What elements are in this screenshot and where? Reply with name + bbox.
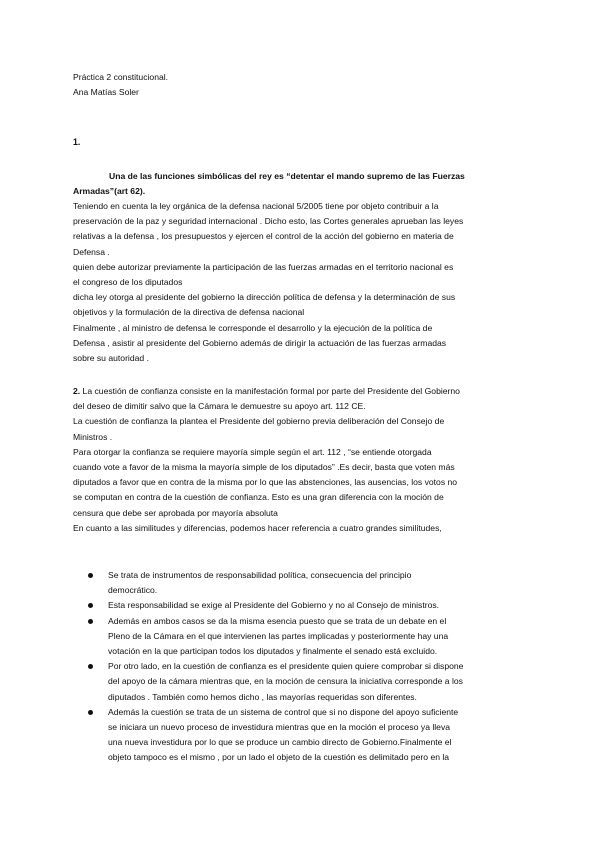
paragraph-line: del deseo de dimitir salvo que la Cámara le demuestre su apoyo art. 112 CE. xyxy=(73,401,366,412)
section-2-body xyxy=(73,384,523,536)
list-item xyxy=(79,598,529,613)
list-item-line: Pleno de la Cámara en el que intervienen las partes implicadas y posteriormente hay una xyxy=(108,630,449,641)
paragraph-line: En cuanto a las similitudes y diferencias, podemos hacer referencia a cuatro grandes similitudes, xyxy=(73,522,442,533)
list-item xyxy=(79,568,529,598)
paragraph-line: La cuestión de confianza consiste en la manifestación formal por parte del Presidente del Gobierno xyxy=(80,386,460,396)
list-item-line: votación en la que participan todos los diputados y finalmente el senado está excluido. xyxy=(108,645,438,656)
list-item-line: una nueva investidura por lo que se produce un cambio directo de Gobierno.Finalmente el xyxy=(108,737,452,748)
list-item xyxy=(79,659,529,705)
paragraph-line: Defensa . xyxy=(73,246,110,257)
paragraph-line: Finalmente , al ministro de defensa le corresponde el desarrollo y la ejecución de la política de xyxy=(73,322,433,333)
paragraph-line: relativas a la defensa , los presupuestos y ejercen el control de la acción del gobierno en materia de xyxy=(73,231,454,242)
list-item xyxy=(79,614,529,660)
paragraph-line: censura que debe ser aprobada por mayoría absoluta xyxy=(73,507,278,518)
bullet-icon xyxy=(88,603,93,608)
document-author: Ana Matías Soler xyxy=(73,87,139,98)
paragraph-line: Defensa , asistir al presidente del Gobierno además de dirigir la actuación de las fuerzas armadas xyxy=(73,337,447,348)
section-1-number: 1. xyxy=(73,137,81,147)
bullet-icon xyxy=(88,573,93,578)
paragraph-line: La cuestión de confianza la plantea el Presidente del gobierno previa deliberación del Consejo de xyxy=(73,416,445,427)
bullet-icon xyxy=(88,710,93,715)
similarities-bullet-list xyxy=(79,568,529,765)
bullet-icon xyxy=(88,664,93,669)
paragraph-line: Para otorgar la confianza se requiere mayoría simple según el art. 112 , “se entiende otorgada xyxy=(73,446,432,457)
paragraph-line: objetivos y la formulación de la directiva de defensa nacional xyxy=(73,307,305,318)
paragraph-line: se computan en contra de la cuestión de confianza. Esto es una gran diferencia con la moción de xyxy=(73,492,444,503)
list-item-line: democrático. xyxy=(108,585,158,596)
section-1-intro-line-1: Una de las funciones simbólicas del rey es “detentar el mando supremo de las Fuerzas xyxy=(109,171,465,181)
paragraph-line: preservación de la paz y seguridad internacional . Dicho esto, las Cortes generales aprueban las leyes xyxy=(73,216,464,227)
list-item-line: Además en ambos casos se da la misma esencia puesto que se trata de un debate en el xyxy=(108,615,447,626)
paragraph-line: dicha ley otorga al presidente del gobierno la dirección política de defensa y la determinación de sus xyxy=(73,292,456,303)
paragraph-line: cuando vote a favor de la misma la mayoría simple de los diputados” .Es decir, basta que voten más xyxy=(73,461,455,472)
section-1-body xyxy=(73,199,523,366)
paragraph-line: sobre su autoridad . xyxy=(73,352,149,363)
list-item-line: Esta responsabilidad se exige al Presidente del Gobierno y no al Consejo de ministros. xyxy=(108,600,440,611)
list-item-line: diputados . También como hemos dicho , las mayorías requeridas son diferentes. xyxy=(108,691,417,702)
section-1-intro-line-2: Armadas”(art 62). xyxy=(73,186,146,196)
paragraph-line: el congreso de los diputados xyxy=(73,276,183,287)
list-item-line: Por otro lado, en la cuestión de confianza es el presidente quien quiere comprobar si dispone xyxy=(108,661,464,672)
paragraph-line: Teniendo en cuenta la ley orgánica de la defensa nacional 5/2005 tiene por objeto contribuir a la xyxy=(73,201,439,211)
bullet-icon xyxy=(88,619,93,624)
list-item xyxy=(79,705,529,766)
paragraph-line: Ministros . xyxy=(73,431,113,442)
list-item-line: del apoyo de la cámara mientras que, en la moción de censura la iniciativa corresponde a los xyxy=(108,676,463,687)
list-item-line: Se trata de instrumentos de responsabilidad política, consecuencia del principio xyxy=(108,570,412,580)
document-title: Práctica 2 constitucional. xyxy=(73,72,169,82)
paragraph-line: quien debe autorizar previamente la participación de las fuerzas armadas en el territorio nacional es xyxy=(73,261,454,272)
list-item-line: se iniciara un nuevo proceso de investidura mientras que en la moción el proceso ya lleva xyxy=(108,721,451,732)
list-item-line: objeto tampoco es el mismo , por un lado el objeto de la cuestión es delimitado pero en la xyxy=(108,752,450,763)
paragraph-line: diputados a favor que en contra de la misma por lo que las abstenciones, las ausencias, los votos no xyxy=(73,477,458,488)
section-2-first-line xyxy=(73,384,523,399)
list-item-line: Además la cuestión se trata de un sistema de control que si no dispone del apoyo suficiente xyxy=(108,706,459,717)
section-2-number: 2. xyxy=(73,386,81,396)
document-header xyxy=(73,70,523,100)
